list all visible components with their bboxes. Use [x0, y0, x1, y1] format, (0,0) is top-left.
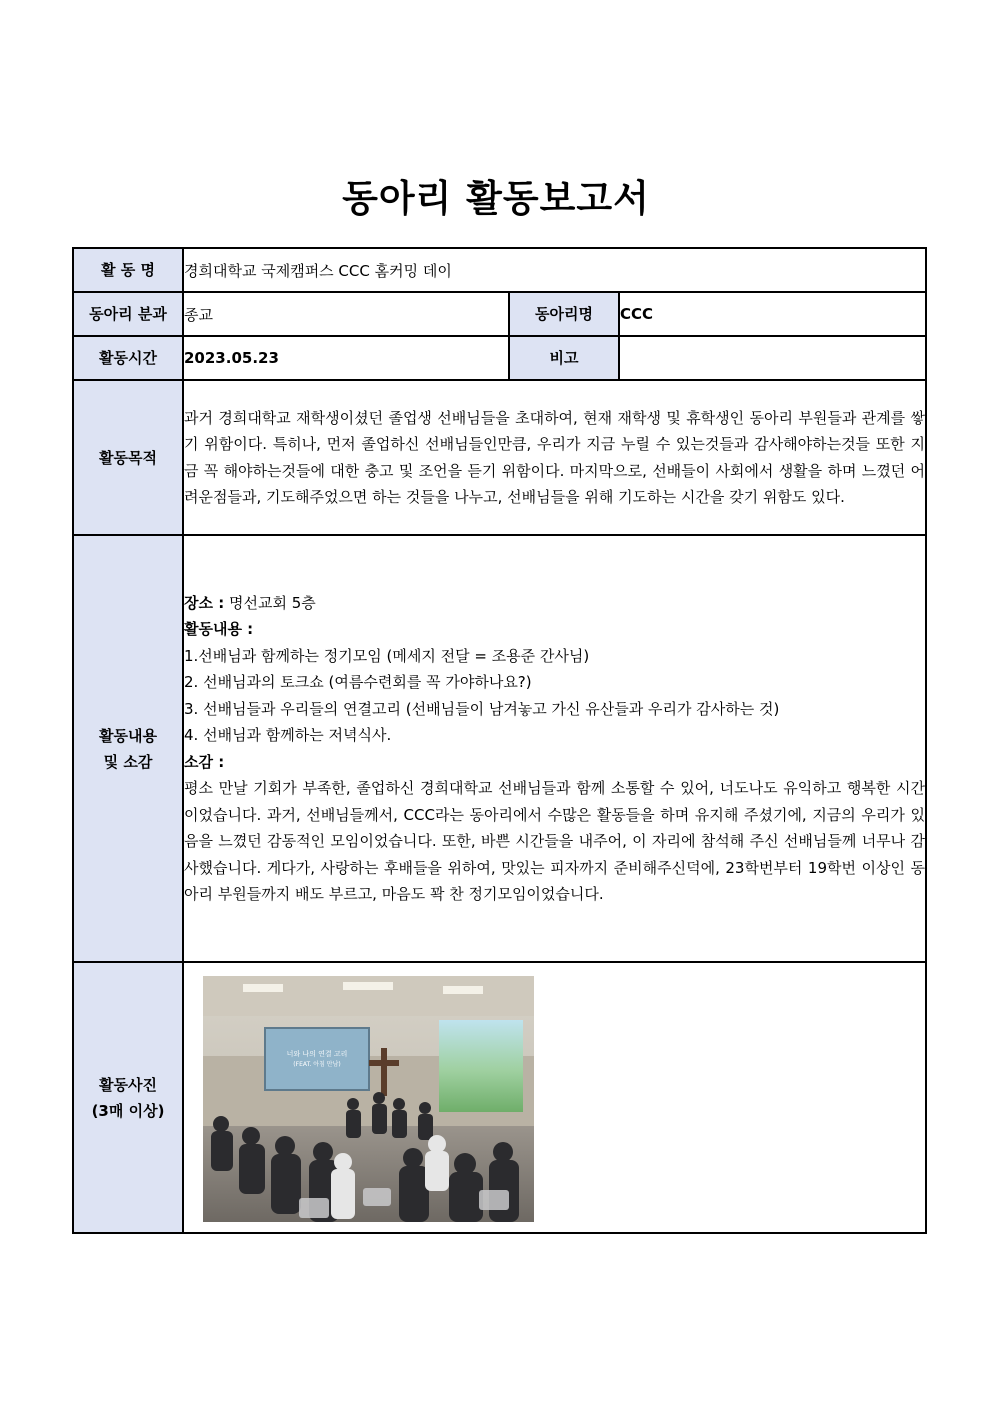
row-club-category: [73, 292, 926, 336]
club-name-value: CCC: [619, 292, 926, 336]
purpose-text: 과거 경희대학교 재학생이셨던 졸업생 선배님들을 초대하여, 현재 재학생 및 휴학생인 동아리 부원들과 관계를 쌓기 위함이다. 특히나, 먼저 졸업하신 선배님들인만큼, 우리가 지금 누릴 수 있는것들과 감사해야하는것들 또한 지금 꼭 해야하는것들에 대한 충고 및 조언을 듣기 위함이다. 마지막으로, 선배들이 사회에서 생활을 하며 느꼈던 어려운점들과, 기도해주었으면 하는 것들을 나누고, 선배님들을 위해 기도하는 시간을 갖기 위함도 있다.: [183, 380, 926, 535]
note-label: 비고: [509, 336, 619, 380]
report-table: [72, 247, 927, 1234]
place-head: 장소 :: [184, 593, 225, 612]
activity-photo: [203, 976, 534, 1222]
photo-label-line2: (3매 이상): [91, 1101, 165, 1120]
club-name-label: 동아리명: [509, 292, 619, 336]
activity-name-label: 활 동 명: [73, 248, 183, 292]
photo-cell: [183, 962, 926, 1233]
page-title: 동아리 활동보고서: [342, 177, 650, 220]
activity-date-value: 2023.05.23: [183, 336, 509, 380]
photo-label: [73, 962, 183, 1233]
activity-item: 1.선배님과 함께하는 정기모임 (메세지 전달 = 조용준 간사님): [184, 646, 590, 665]
place-value: 명선교회 5층: [228, 593, 316, 612]
activity-item: 4. 선배님과 함께하는 저녁식사.: [184, 726, 392, 744]
row-content: [73, 535, 926, 962]
impression-head: 소감 :: [184, 752, 225, 771]
row-activity-name: [73, 248, 926, 292]
content-label-line2: 및 소감: [103, 752, 153, 771]
activity-head: 활동내용 :: [184, 620, 254, 638]
activity-item: 3. 선배님들과 우리들의 연결고리 (선배님들이 남겨놓고 가신 유산들과 우리가 감사하는 것): [184, 699, 780, 718]
activity-name-value: 경희대학교 국제캠퍼스 CCC 홈커밍 데이: [183, 248, 926, 292]
screen-text-2: (FEAT. 아침 만남): [293, 1061, 341, 1068]
activity-item: 2. 선배님과의 토크쇼 (여름수련회를 꼭 가야하나요?): [184, 673, 532, 691]
impression-text: 평소 만날 기회가 부족한, 졸업하신 경희대학교 선배님들과 함께 소통할 수 있어, 너도나도 유익하고 행복한 시간이었습니다. 과거, 선배님들께서, CCC라는 동아리에서 수많은 활동들을 하며 유지해 주셨기에, 지금의 우리가 있음을 느꼈던 감동적인 모임이었습니다. 또한, 바쁜 시간들을 내주어, 이 자리에 참석해 주신 선배님들께 너무나 감사했습니다. 게다가, 사랑하는 후배들을 위하여, 맛있는 피자까지 준비해주신덕에, 23학번부터 19학번 이상인 동아리 부원들까지 배도 부르고, 마음도 꽉 찬 정기모임이었습니다.: [184, 779, 925, 903]
club-category-label: 동아리 분과: [73, 292, 183, 336]
purpose-label: 활동목적: [73, 380, 183, 535]
screen-text-1: 너와 나의 연결 고리: [286, 1050, 348, 1058]
club-category-value: 종교: [183, 292, 509, 336]
note-value: [619, 336, 926, 380]
activity-date-label: 활동시간: [73, 336, 183, 380]
content-label: [73, 535, 183, 962]
content-label-line1: 활동내용: [99, 726, 157, 745]
photo-label-line1: 활동사진: [99, 1075, 157, 1094]
row-photo: [73, 962, 926, 1233]
row-purpose: [73, 380, 926, 535]
content-body: [183, 535, 926, 962]
place-line: [184, 590, 925, 617]
row-activity-date: [73, 336, 926, 380]
